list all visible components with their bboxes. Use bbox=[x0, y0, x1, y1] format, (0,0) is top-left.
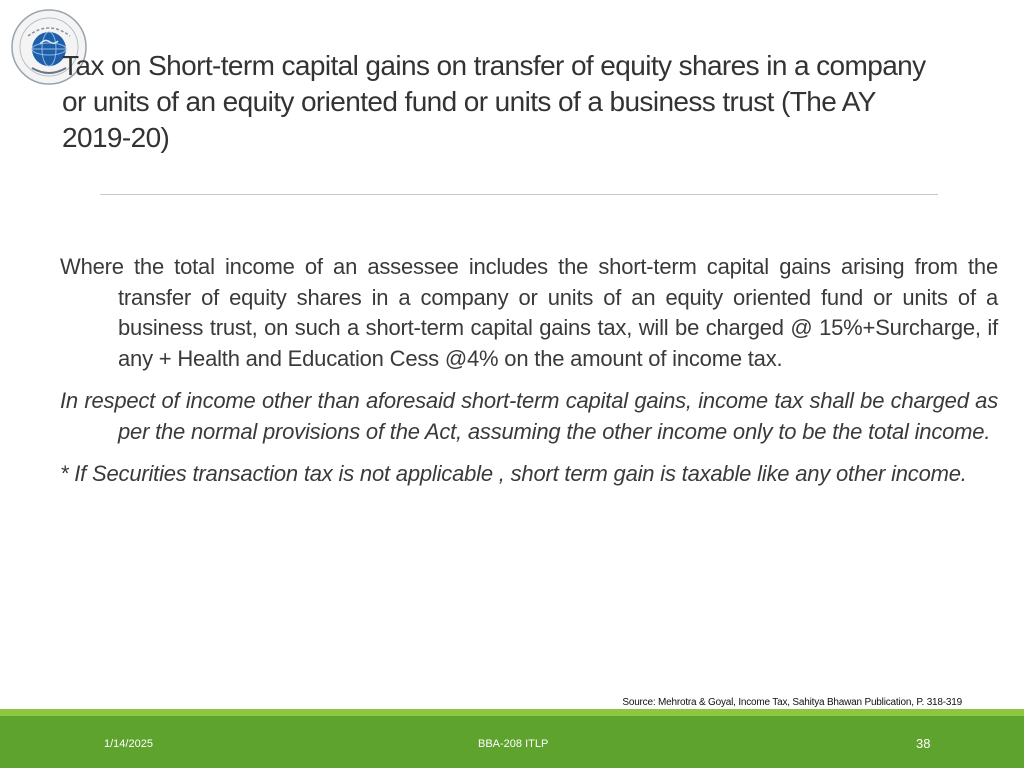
slide-title: Tax on Short-term capital gains on transfer of equity shares in a company or units of an equity oriented fund or units of a business trust (The AY 2019-20) bbox=[62, 50, 926, 153]
paragraph-stcg-tax-rate: Where the total income of an assessee includes the short-term capital gains arising from the transfer of equity shares in a company or units of an equity oriented fund or units of a business trust, on such a short-term capital gains tax, will be charged @ 15%+Surcharge, if any + Health and Education Cess @4% on the amount of income tax. bbox=[60, 254, 998, 371]
slide-body bbox=[60, 252, 998, 502]
paragraph-other-income: In respect of income other than aforesaid short-term capital gains, income tax shall be charged as per the normal provisions of the Act, assuming the other income only to be the total income. bbox=[60, 388, 998, 444]
footer-course-code: BBA-208 ITLP bbox=[478, 738, 549, 750]
source-citation: Source: Mehrotra & Goyal, Income Tax, Sahitya Bhawan Publication, P. 318-319 bbox=[622, 697, 962, 708]
footer-stripe bbox=[0, 709, 1024, 716]
paragraph-stt-note: * If Securities transaction tax is not applicable , short term gain is taxable like any other income. bbox=[60, 461, 967, 486]
slide-number: 38 bbox=[916, 736, 931, 751]
footer-date: 1/14/2025 bbox=[104, 738, 153, 750]
slide-footer bbox=[0, 716, 1024, 768]
title-divider bbox=[100, 194, 938, 195]
